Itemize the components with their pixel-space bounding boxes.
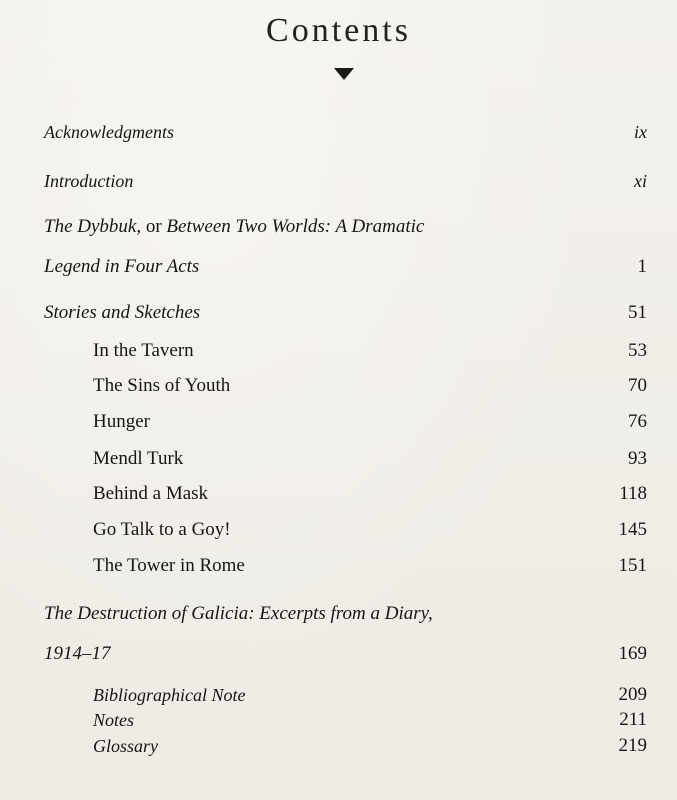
toc-label: Legend in Four Acts [44,256,200,277]
toc-page-number: xi [634,171,647,191]
toc-label-part: The Dybbuk, [44,216,142,237]
toc-entry-go-talk-to-a-goy[interactable] [0,516,677,544]
toc-label: Acknowledgments [44,122,174,142]
toc-page-number: 1 [637,256,647,277]
toc-page-number: 118 [619,483,647,504]
toc-entry-the-dybbuk[interactable] [0,213,677,241]
toc-label [44,213,424,241]
toc-entry-the-tower-in-rome[interactable] [0,552,677,580]
toc-label-connector: or [145,216,162,237]
toc-label: Glossary [93,736,159,756]
toc-label: In the Tavern [93,340,194,361]
toc-label: Bibliographical Note [93,685,246,705]
toc-label: Introduction [44,171,134,191]
toc-entry-behind-a-mask[interactable] [0,480,677,508]
toc-entry-bibliographical-note[interactable] [0,681,677,709]
toc-label: 1914–17 [44,643,111,664]
page-title: Contents [266,12,411,49]
toc-label: The Destruction of Galicia: Excerpts from a Diary, [44,603,433,624]
toc-page-number: 219 [618,735,647,756]
toc-page-number: ix [634,122,647,142]
toc-label: Hunger [93,411,150,432]
toc-entry-mendl-turk[interactable] [0,445,677,473]
toc-page-number: 211 [619,709,647,730]
toc-entry-stories-and-sketches[interactable] [0,299,677,327]
toc-page-number: 169 [618,643,647,664]
toc-entry-the-sins-of-youth[interactable] [0,372,677,400]
toc-label: Mendl Turk [93,448,184,469]
toc-entry-hunger[interactable] [0,408,677,436]
toc-label: Stories and Sketches [44,302,201,323]
toc-page-number: 76 [628,411,647,432]
toc-page-number: 209 [618,684,647,705]
toc-entry-destruction-of-galicia[interactable] [0,600,677,628]
toc-page-number: 93 [628,448,647,469]
toc-page-number: 70 [628,375,647,396]
toc-entry-introduction[interactable] [0,167,677,195]
toc-entry-acknowledgments[interactable] [0,118,677,146]
toc-label: Behind a Mask [93,483,209,504]
toc-entry-destruction-of-galicia-cont[interactable] [0,640,677,668]
toc-label: Notes [93,710,135,730]
toc-page-number: 151 [618,555,647,576]
toc-entry-the-dybbuk-cont[interactable] [0,253,677,281]
toc-entry-in-the-tavern[interactable] [0,337,677,365]
triangle-ornament-icon [334,68,354,80]
toc-page-number: 145 [618,519,647,540]
toc-label: Go Talk to a Goy! [93,519,231,540]
toc-page-number: 53 [628,340,647,361]
toc-entry-glossary[interactable] [0,732,677,760]
toc-label: The Tower in Rome [93,555,245,576]
toc-label-part: Between Two Worlds: A Dramatic [166,216,425,237]
toc-label: The Sins of Youth [93,375,231,396]
toc-entry-notes[interactable] [0,706,677,734]
toc-page-number: 51 [628,302,647,323]
